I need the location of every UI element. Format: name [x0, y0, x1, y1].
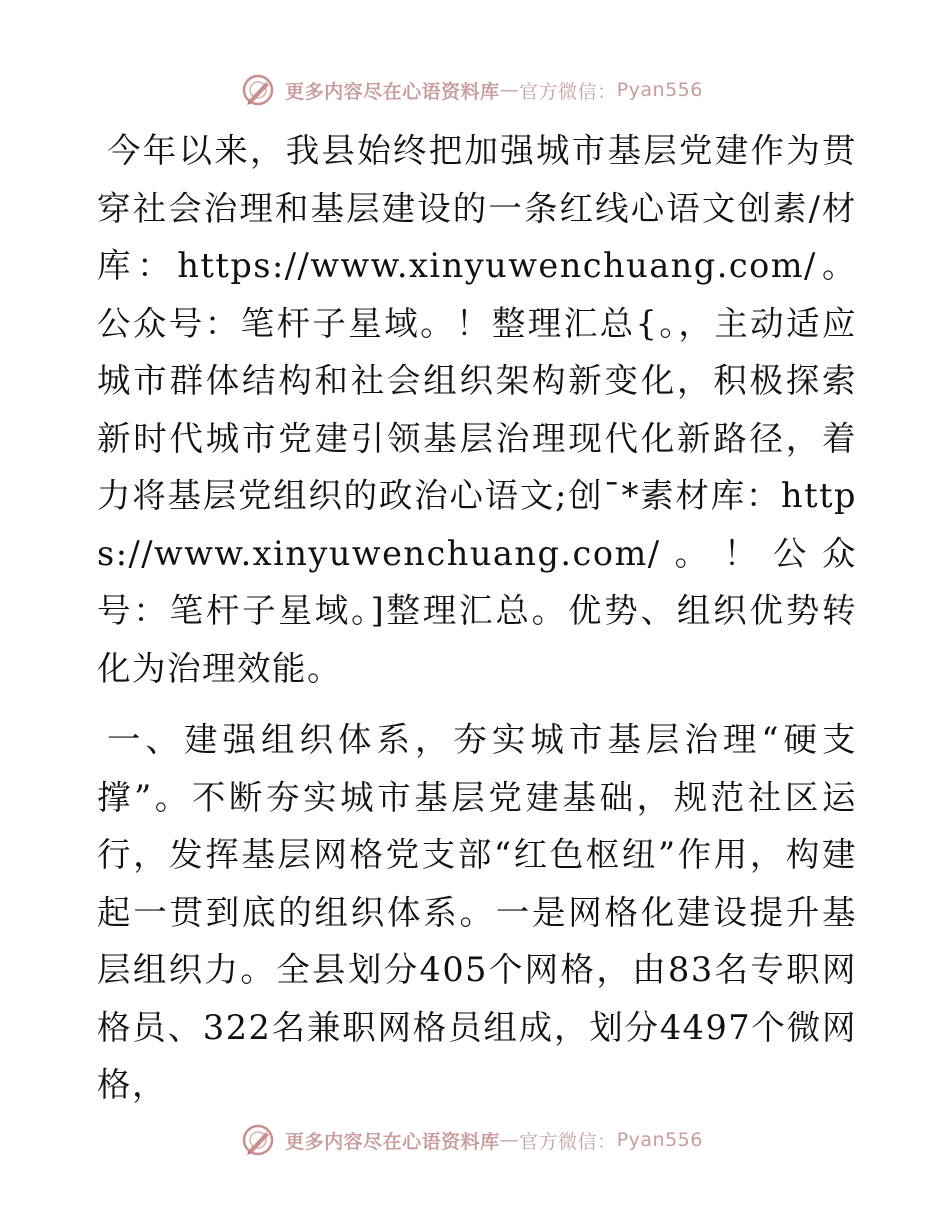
watermark-wechat-label: 官方微信： [519, 1130, 617, 1153]
watermark-wechat-id: Pyan556 [616, 79, 703, 101]
document-body [97, 122, 857, 1114]
footer-watermark [0, 1120, 950, 1160]
pen-logo-icon [241, 73, 275, 107]
watermark-wechat-label: 官方微信： [519, 80, 617, 103]
watermark-separator: — [499, 1129, 520, 1151]
watermark-wechat-id: Pyan556 [616, 1129, 703, 1151]
watermark-separator: — [499, 79, 520, 101]
watermark-brand-text: 更多内容尽在心语资料库 [285, 1130, 500, 1153]
paragraph-intro: 今年以来，我县始终把加强城市基层党建作为贯穿社会治理和基层建设的一条红线心语文创素/材库：https://www.xinyuwenchuang.com/。公众号：笔杆子星域。！整理汇总{。，主动适应城市群体结构和社会组织架构新变化，积极探索新时代城市党建引领基层治理现代化新路径，着力将基层党组织的政治心语文;创¯*素材库：https://www.xinyuwenchuang.com/。！公众号：笔杆子星域。]整理汇总。优势、组织优势转化为治理效能。 [97, 131, 857, 688]
pen-logo-icon [241, 1123, 275, 1157]
paragraph-section-one: 一、建强组织体系，夯实城市基层治理“硬支撑”。不断夯实城市基层党建基础，规范社区运行，发挥基层网格党支部“红色枢纽”作用，构建起一贯到底的组织体系。一是网格化建设提升基层组织力。全县划分405个网格，由83名专职网格员、322名兼职网格员组成，划分4497个微网格， [97, 720, 857, 1104]
watermark-brand-text: 更多内容尽在心语资料库 [285, 80, 500, 103]
header-watermark [0, 70, 950, 110]
